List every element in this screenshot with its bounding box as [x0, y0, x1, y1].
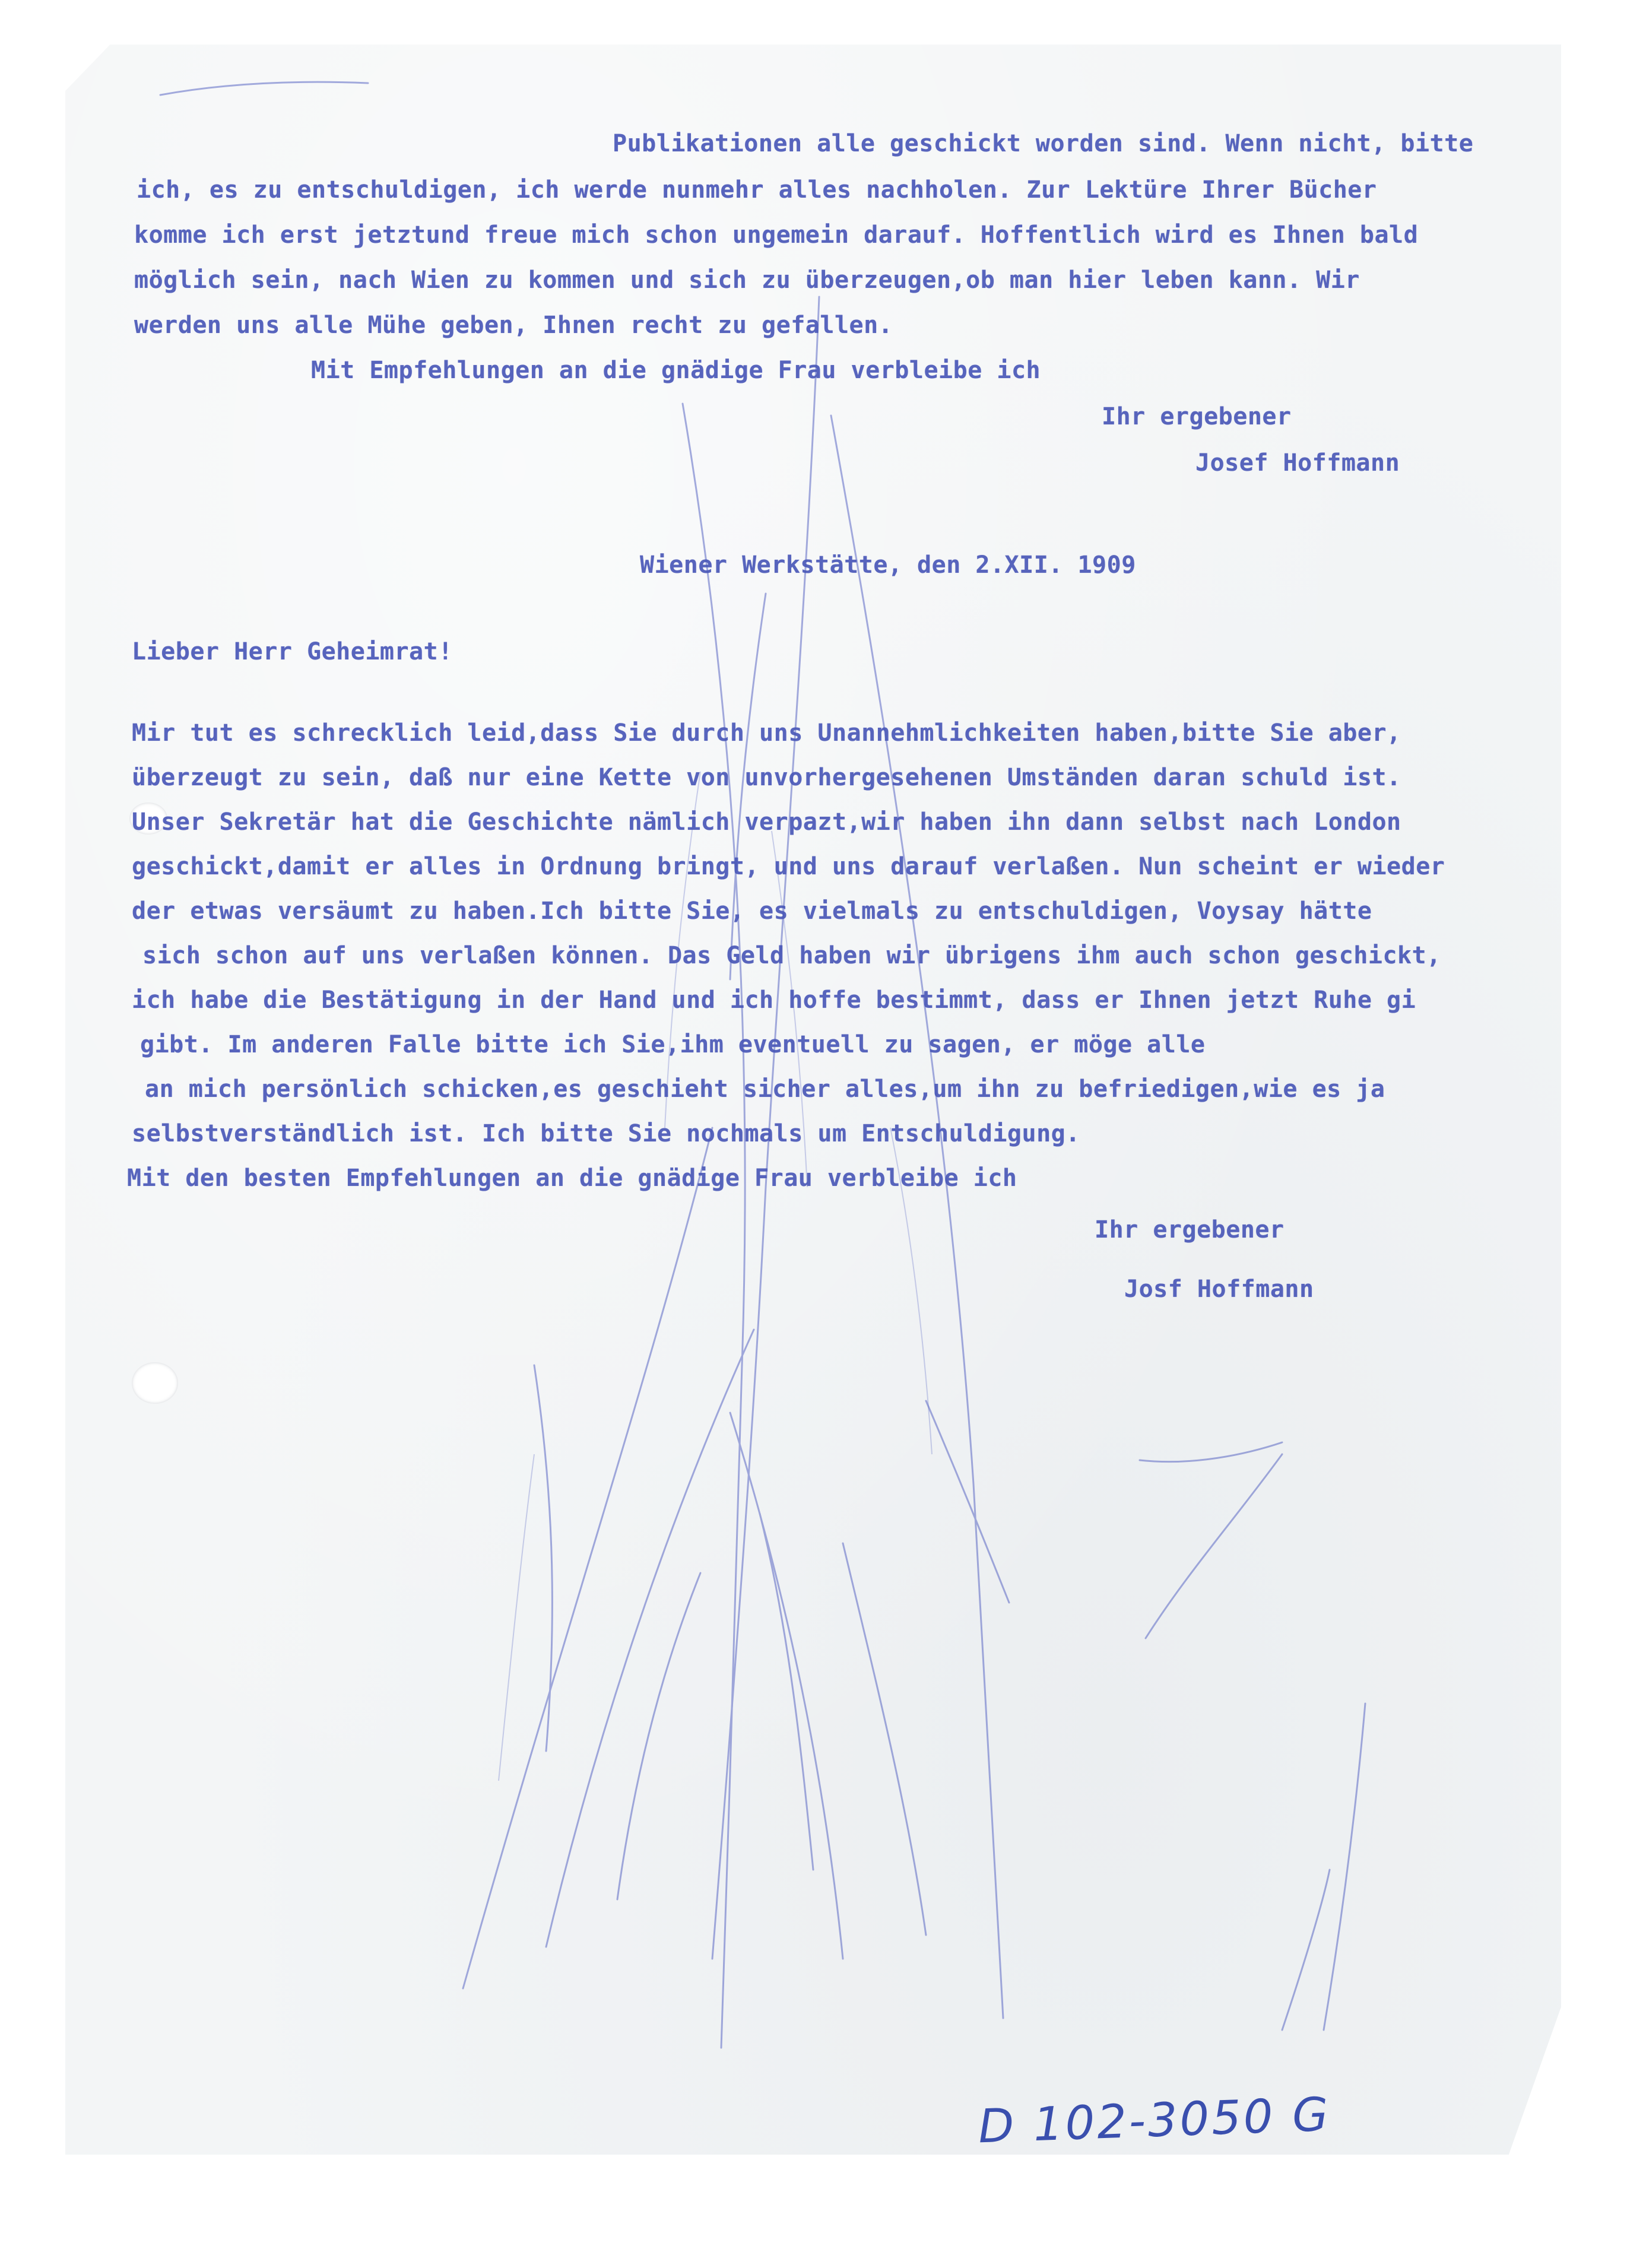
place-date: Wiener Werkstätte, den 2.XII. 1909 — [640, 551, 1136, 579]
body-line-6: sich schon auf uns verlaßen können. Das Geld haben wir übrigens ihm auch schon geschickt, — [142, 942, 1441, 969]
body-line-3: Unser Sekretär hat die Geschichte nämlich verpazt,wir haben ihn dann selbst nach London — [132, 808, 1401, 836]
body-line-11: Mit den besten Empfehlungen an die gnädige Frau verbleibe ich — [127, 1165, 1017, 1192]
body-line-8: gibt. Im anderen Falle bitte ich Sie,ihm eventuell zu sagen, er möge alle — [140, 1031, 1206, 1058]
letter-line-4: möglich sein, nach Wien zu kommen und sich zu überzeugen,ob man hier leben kann. Wir — [134, 267, 1360, 294]
body-line-2: überzeugt zu sein, daß nur eine Kette von unvorhergesehenen Umständen daran schuld ist. — [132, 764, 1401, 791]
body-line-9: an mich persönlich schicken,es geschieht sicher alles,um ihn zu befriedigen,wie es ja — [145, 1076, 1385, 1103]
body-line-1: Mir tut es schrecklich leid,dass Sie durch uns Unannehmlichkeiten haben,bitte Sie aber, — [132, 719, 1401, 747]
body-line-4: geschickt,damit er alles in Ordnung bringt, und uns darauf verlaßen. Nun scheint er wieder — [132, 853, 1445, 880]
second-sign-off: Ihr ergebener — [1095, 1216, 1285, 1244]
letter-line-5: werden uns alle Mühe geben, Ihnen recht zu gefallen. — [134, 312, 893, 339]
archive-number: D 102-3050 G — [977, 2088, 1332, 2154]
letter-line-2: ich, es zu entschuldigen, ich werde nunmehr alles nachholen. Zur Lektüre Ihrer Bücher — [137, 176, 1377, 204]
letter-line-3: komme ich erst jetztund freue mich schon ungemein darauf. Hoffentlich wird es Ihnen bald — [134, 221, 1419, 249]
body-line-7: ich habe die Bestätigung in der Hand und ich hoffe bestimmt, dass er Ihnen jetzt Ruhe gi — [132, 986, 1416, 1014]
letter-signature: Josef Hoffmann — [1195, 449, 1400, 477]
second-signature: Josf Hoffmann — [1124, 1276, 1314, 1303]
salutation: Lieber Herr Geheimrat! — [132, 638, 453, 665]
letter-sign-off: Ihr ergebener — [1102, 403, 1292, 430]
letter-line-1: Publikationen alle geschickt worden sind. Wenn nicht, bitte — [613, 130, 1474, 157]
body-line-10: selbstverständlich ist. Ich bitte Sie nochmals um Entschuldigung. — [132, 1120, 1080, 1147]
letter-closing: Mit Empfehlungen an die gnädige Frau verbleibe ich — [311, 357, 1041, 384]
punch-hole-bottom — [132, 1362, 178, 1404]
body-line-5: der etwas versäumt zu haben.Ich bitte Sie, es vielmals zu entschuldigen, Voysay hätte — [132, 897, 1372, 925]
